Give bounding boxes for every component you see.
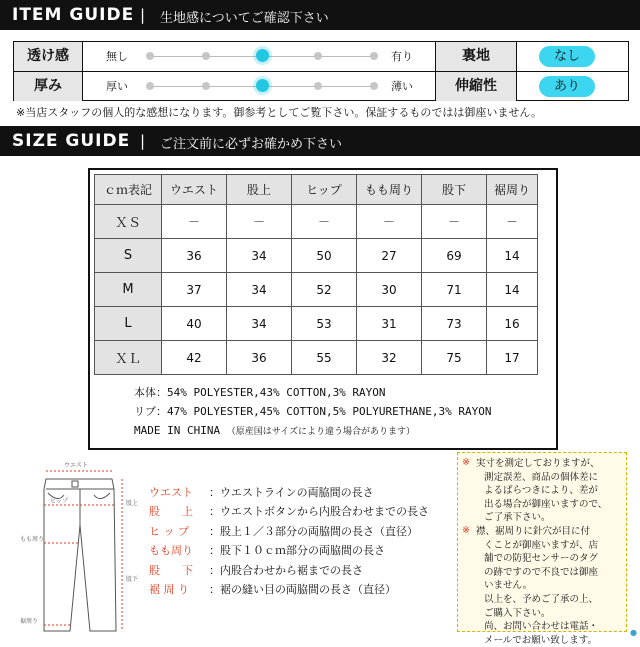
measure-key: 股 下: [149, 563, 193, 577]
table-cell: －: [292, 205, 357, 239]
scale-dot: [202, 52, 210, 60]
table-cell: 52: [292, 273, 357, 307]
notice-mark: ※: [462, 525, 470, 536]
notice-line: よるばらつきにより、差が: [484, 485, 598, 497]
material-line-body: 本体：54% POLYESTER,43% COTTON,3% RAYON: [134, 386, 386, 399]
diagram-label-waist: ウエスト: [64, 462, 89, 469]
measure-desc: ：股上１／３部分の両脇間の長さ（直径）: [209, 524, 418, 538]
diagram-label-inseam: 股下: [126, 576, 139, 583]
table-cell: 37: [162, 273, 227, 307]
item-guide-title: ITEM GUIDE: [12, 5, 135, 25]
table-cell: 71: [422, 273, 487, 307]
table-cell: －: [227, 205, 292, 239]
list-item: [149, 580, 429, 599]
table-row: [95, 205, 538, 239]
header-cell: ｃｍ表記: [95, 175, 162, 205]
origin-note: （原産国はサイズにより違う場合があります）: [226, 427, 416, 437]
header-cell: 裾周り: [487, 175, 538, 205]
size-guide-header: [0, 126, 640, 156]
table-cell: －: [487, 205, 538, 239]
table-cell: 14: [487, 273, 538, 307]
notice-line: 出る場合が御座いますので、: [484, 498, 608, 510]
header-cell: 股下: [422, 175, 487, 205]
fabric-row-label: 厚み: [14, 72, 83, 101]
size-table: [94, 174, 538, 375]
table-cell: 34: [227, 239, 292, 273]
attribute-label: 裏地: [435, 42, 517, 71]
scale-dot-selected: [256, 79, 269, 92]
pants-diagram: [14, 455, 144, 635]
size-label: M: [95, 273, 162, 307]
notice-mark: ※: [462, 457, 470, 468]
corner-dot: ●: [630, 628, 637, 637]
fabric-row-sheerness: [14, 42, 628, 71]
measure-key: 裾 周 り: [149, 583, 189, 597]
notice-line: ご了承下さい。: [484, 512, 551, 524]
size-table-header: [95, 175, 538, 205]
table-cell: 17: [487, 341, 538, 375]
notice-line: 舗での防犯センサーのタグ: [484, 553, 599, 565]
table-cell: 53: [292, 307, 357, 341]
scale-dot: [146, 82, 154, 90]
notice-line: 襟、裾周りに針穴が目に付: [476, 526, 591, 537]
table-row: [95, 239, 538, 273]
measure-key: 股 上: [149, 505, 193, 519]
diagram-label-hip: ヒップ: [50, 498, 68, 505]
scale-dot: [314, 82, 322, 90]
origin-line: [134, 421, 492, 442]
measure-desc: ：ウエストボタンから内股合わせまでの長さ: [209, 505, 429, 519]
notice-line: 以上を、予めご了承の上、: [484, 594, 599, 605]
table-row: [95, 341, 538, 375]
diagram-label-rise: 股上: [126, 500, 139, 507]
measurement-guide: [149, 483, 429, 599]
fabric-feel-table: [13, 41, 629, 101]
size-label: L: [95, 307, 162, 341]
list-item: [149, 522, 429, 541]
scale-high-label: 有り: [391, 50, 413, 63]
header-cell: もも周り: [357, 175, 422, 205]
notice-line: メールでお願い致します。: [484, 634, 598, 646]
scale-dot: [370, 52, 378, 60]
measure-desc: ：裾の縫い目の両脇間の長さ（直径）: [209, 583, 396, 597]
notice-line: 測定誤差、商品の個体差に: [484, 471, 599, 483]
measure-desc: ：ウエストラインの両脇間の長さ: [209, 486, 374, 499]
notice-line: 尚、お問い合わせは電話・: [484, 621, 599, 633]
staff-opinion-note: ※当店スタッフの個人的な感想になります。御参考としてご覧下さい。保証するものではは御座いません。: [16, 106, 542, 119]
size-label: ＸＳ: [95, 205, 162, 239]
table-cell: －: [357, 205, 422, 239]
table-cell: 14: [487, 239, 538, 273]
diagram-label-hem: 裾周り: [20, 618, 39, 625]
table-cell: 34: [227, 273, 292, 307]
header-separator: |: [140, 6, 146, 24]
attribute-value-badge: あり: [539, 76, 595, 97]
waist-button: [72, 481, 78, 487]
table-cell: －: [162, 205, 227, 239]
table-cell: 75: [422, 341, 487, 375]
size-guide-subtitle: ご注文前に必ずお確かめ下さい: [160, 137, 343, 152]
origin-country: MADE IN CHINA: [134, 424, 221, 437]
scale-dot: [202, 82, 210, 90]
table-cell: 32: [357, 341, 422, 375]
table-cell: 50: [292, 239, 357, 273]
table-cell: 27: [357, 239, 422, 273]
table-cell: 31: [357, 307, 422, 341]
header-cell: ヒップ: [292, 175, 357, 205]
table-cell: 73: [422, 307, 487, 341]
list-item: [149, 483, 429, 502]
size-label: S: [95, 239, 162, 273]
notice-line: の跡ですので不良では御座: [484, 566, 599, 578]
size-label: ＸＬ: [95, 341, 162, 375]
table-cell: 16: [487, 307, 538, 341]
attribute-label: 伸縮性: [435, 72, 517, 101]
table-cell: 34: [227, 307, 292, 341]
notice-line: ご購入下さい。: [484, 607, 551, 619]
scale-low-label: 厚い: [106, 80, 128, 93]
size-table-frame: [88, 168, 558, 450]
header-cell: 股上: [227, 175, 292, 205]
table-cell: 36: [227, 341, 292, 375]
material-info: [134, 383, 492, 442]
table-cell: 42: [162, 341, 227, 375]
notice-line: いません。: [484, 580, 533, 592]
table-row: [95, 307, 538, 341]
fabric-row-thickness: [14, 71, 628, 101]
scale-dot: [370, 82, 378, 90]
scale-dot-selected: [256, 49, 269, 62]
item-guide-header: [0, 0, 640, 30]
measure-desc: ：内股合わせから裾までの長さ: [209, 563, 363, 577]
header-cell: ウエスト: [162, 175, 227, 205]
size-guide-title: SIZE GUIDE: [12, 131, 131, 151]
notice-box: [457, 452, 627, 646]
table-cell: 36: [162, 239, 227, 273]
table-cell: 55: [292, 341, 357, 375]
header-separator: |: [140, 132, 146, 150]
fabric-row-label: 透け感: [14, 42, 83, 71]
table-cell: 40: [162, 307, 227, 341]
scale-low-label: 無し: [106, 50, 128, 63]
table-cell: －: [422, 205, 487, 239]
item-guide-subtitle: 生地感についてご確認下さい: [160, 11, 329, 26]
list-item: [149, 502, 429, 521]
table-row: [95, 273, 538, 307]
measure-key: ウエスト: [149, 486, 193, 499]
measure-key: ヒ ッ プ: [149, 524, 189, 538]
scale-dot: [146, 52, 154, 60]
scale-dot: [314, 52, 322, 60]
material-line-rib: リブ：47% POLYESTER,45% COTTON,5% POLYURETHANE,3% RAYON: [134, 405, 492, 418]
table-cell: 30: [357, 273, 422, 307]
notice-line: くことが御座いますが、店: [484, 539, 599, 551]
attribute-value-badge: なし: [539, 46, 595, 67]
scale-high-label: 薄い: [391, 80, 413, 93]
measure-key: もも周り: [149, 544, 193, 558]
pocket-right: [94, 493, 110, 499]
list-item: [149, 541, 429, 560]
diagram-label-thigh: もも周り: [20, 536, 45, 543]
notice-line: 実寸を測定しておりますが、: [476, 458, 600, 469]
list-item: [149, 561, 429, 580]
table-cell: 69: [422, 239, 487, 273]
measure-desc: ：股下１０ｃｍ部分の両脇間の長さ: [209, 544, 385, 558]
